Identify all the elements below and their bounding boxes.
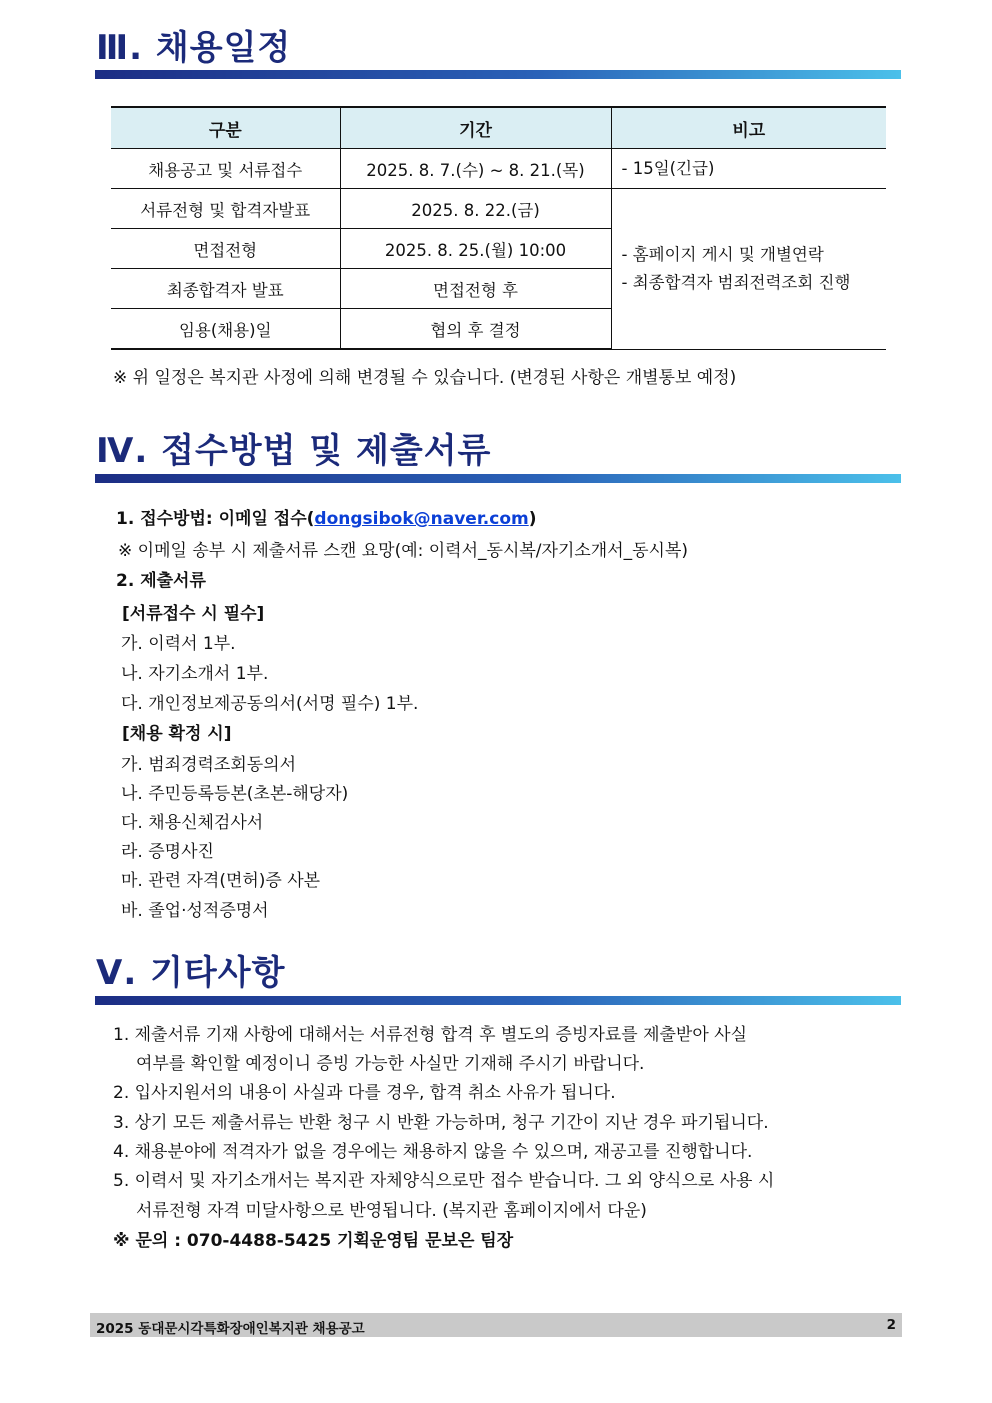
list-item: 가. 범죄경력조회동의서 [121, 755, 297, 775]
row-category: 채용공고 및 서류접수 [111, 149, 340, 189]
page-number: 2 [886, 1317, 896, 1333]
list-item: 마. 관련 자격(면허)증 사본 [121, 871, 321, 891]
group-required-title: [서류접수 시 필수] [122, 604, 265, 624]
table-row [111, 149, 886, 189]
row-period: 면접전형 후 [340, 269, 611, 309]
row-period: 2025. 8. 25.(월) 10:00 [340, 229, 611, 269]
email-link[interactable]: dongsibok@naver.com [314, 509, 529, 529]
row-period: 협의 후 결정 [340, 309, 611, 350]
merged-note [611, 189, 886, 350]
header-period: 기간 [340, 107, 611, 149]
contact-info: ※ 문의 : 070-4488-5425 기획운영팀 문보은 팀장 [113, 1231, 514, 1251]
list-item: 라. 증명사진 [121, 842, 214, 862]
submission-method [116, 504, 537, 529]
list-item: 2. 입사지원서의 내용이 사실과 다를 경우, 합격 취소 사유가 됩니다. [113, 1083, 616, 1103]
section-5-divider [95, 996, 901, 1005]
list-item: 바. 졸업·성적증명서 [121, 901, 269, 921]
list-item: 나. 주민등록등본(초본-해당자) [121, 784, 349, 804]
row-note: - 15일(긴급) [611, 149, 886, 189]
row-category: 서류전형 및 합격자발표 [111, 189, 340, 229]
page-footer [90, 1313, 902, 1337]
schedule-table [111, 106, 886, 350]
row-category: 최종합격자 발표 [111, 269, 340, 309]
note-line: - 최종합격자 범죄전력조회 진행 [621, 272, 851, 292]
list-item: 나. 자기소개서 1부. [121, 664, 269, 684]
list-item-continuation: 여부를 확인할 예정이니 증빙 가능한 사실만 기재해 주시기 바랍니다. [136, 1054, 645, 1074]
row-period: 2025. 8. 7.(수) ~ 8. 21.(목) [340, 149, 611, 189]
list-item: 가. 이력서 1부. [121, 634, 236, 654]
row-category: 면접전형 [111, 229, 340, 269]
list-item: 5. 이력서 및 자기소개서는 복지관 자체양식으로만 접수 받습니다. 그 외 양식으로 사용 시 [113, 1171, 775, 1191]
list-item: 3. 상기 모든 제출서류는 반환 청구 시 반환 가능하며, 청구 기간이 지난 경우 파기됩니다. [113, 1113, 769, 1133]
list-item-continuation: 서류전형 자격 미달사항으로 반영됩니다. (복지관 홈페이지에서 다운) [136, 1201, 647, 1221]
table-row [111, 189, 886, 229]
section-4-title: Ⅳ. 접수방법 및 제출서류 [96, 431, 492, 471]
docs-title: 2. 제출서류 [116, 571, 206, 591]
method-label: 1. 접수방법: 이메일 접수( [116, 509, 315, 529]
method-close: ) [528, 509, 537, 529]
note-line: - 홈페이지 게시 및 개별연락 [621, 244, 824, 264]
section-5-title: Ⅴ. 기타사항 [96, 953, 286, 993]
list-item: 다. 개인정보제공동의서(서명 필수) 1부. [121, 694, 419, 714]
footer-title: 2025 동대문시각특화장애인복지관 채용공고 [96, 1321, 365, 1337]
section-4-divider [95, 474, 901, 483]
section-3-divider [95, 70, 901, 79]
schedule-header-row [111, 107, 886, 149]
header-note: 비고 [611, 107, 886, 149]
schedule-footnote: ※ 위 일정은 복지관 사정에 의해 변경될 수 있습니다. (변경된 사항은 개별통보 예정) [113, 368, 737, 388]
list-item: 1. 제출서류 기재 사항에 대해서는 서류전형 합격 후 별도의 증빙자료를 제출받아 사실 [113, 1025, 748, 1045]
list-item: 4. 채용분야에 적격자가 없을 경우에는 채용하지 않을 수 있으며, 재공고를 진행합니다. [113, 1142, 753, 1162]
method-note: ※ 이메일 송부 시 제출서류 스캔 요망(예: 이력서_동시복/자기소개서_동시복) [118, 541, 689, 561]
section-3-title: Ⅲ. 채용일정 [96, 28, 292, 68]
group-confirmed-title: [채용 확정 시] [122, 724, 232, 744]
row-period: 2025. 8. 22.(금) [340, 189, 611, 229]
row-category: 임용(채용)일 [111, 309, 340, 350]
header-category: 구분 [111, 107, 340, 149]
list-item: 다. 채용신체검사서 [121, 813, 264, 833]
